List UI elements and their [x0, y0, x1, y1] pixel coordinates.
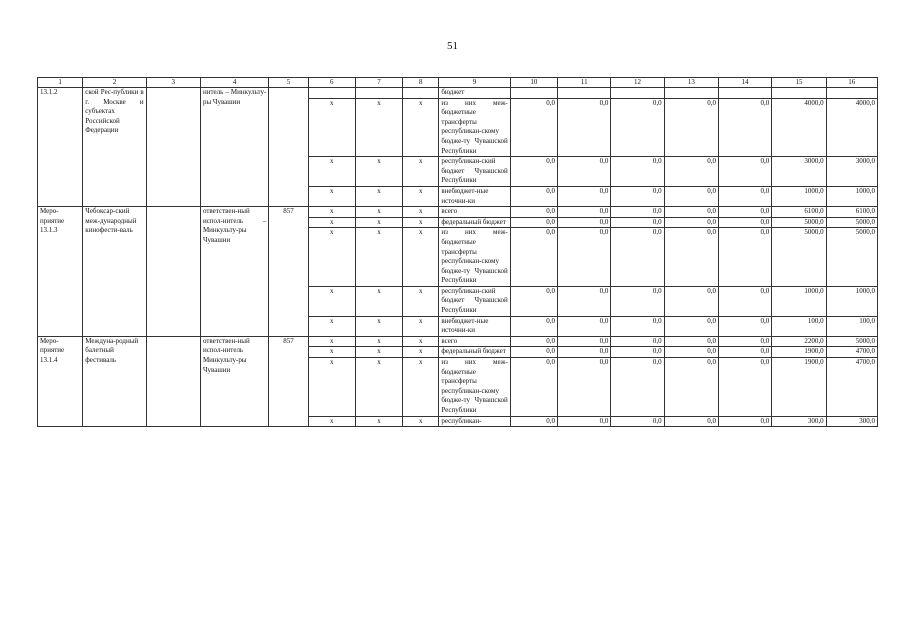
- column-number: 4: [200, 78, 268, 88]
- amount-cell: 0,0: [718, 207, 771, 218]
- code-cell: х: [355, 286, 402, 316]
- amount-cell: 0,0: [611, 157, 664, 187]
- amount-cell: [558, 88, 611, 99]
- column-number: 7: [355, 78, 402, 88]
- amount-cell: 0,0: [611, 286, 664, 316]
- col3-cell: [146, 336, 200, 426]
- code-cell: х: [403, 228, 439, 287]
- code-cell: х: [308, 186, 355, 206]
- funding-source-cell: федеральный бюджет: [439, 347, 510, 358]
- amount-cell: 5000,0: [772, 228, 826, 287]
- amount-cell: 0,0: [718, 347, 771, 358]
- funding-source-cell: республикан-ский бюджет Чувашской Республики: [439, 286, 510, 316]
- amount-cell: 2200,0: [772, 336, 826, 347]
- amount-cell: 3000,0: [772, 157, 826, 187]
- amount-cell: 0,0: [718, 157, 771, 187]
- amount-cell: 0,0: [664, 207, 718, 218]
- amount-cell: 0,0: [664, 157, 718, 187]
- amount-cell: 0,0: [664, 286, 718, 316]
- amount-cell: 0,0: [558, 316, 611, 336]
- column-number: 10: [510, 78, 557, 88]
- code-cell: х: [355, 347, 402, 358]
- amount-cell: 0,0: [558, 186, 611, 206]
- amount-cell: 0,0: [611, 316, 664, 336]
- code-cell: х: [355, 157, 402, 187]
- amount-cell: 0,0: [510, 98, 557, 157]
- table-row: [38, 88, 878, 99]
- code-cell: х: [355, 186, 402, 206]
- amount-cell: 0,0: [611, 186, 664, 206]
- table-row: [38, 336, 878, 347]
- amount-cell: 0,0: [611, 228, 664, 287]
- measure-code-cell: Меро-приятие 13.1.3: [38, 207, 83, 337]
- amount-cell: 0,0: [664, 358, 718, 417]
- code-cell: х: [355, 207, 402, 218]
- measure-name-cell: Чебоксар-ский меж-дународный кинофести-валь: [83, 207, 146, 337]
- code-cell: х: [355, 416, 402, 427]
- funding-source-cell: из них меж-бюджетные трансферты республикан-скому бюдже-ту Чувашской Республики: [439, 228, 510, 287]
- code-cell: х: [403, 286, 439, 316]
- code-cell: [355, 88, 402, 99]
- amount-cell: 0,0: [718, 316, 771, 336]
- amount-cell: 0,0: [664, 228, 718, 287]
- code-cell: х: [403, 358, 439, 417]
- funding-source-cell: республикан-ский бюджет Чувашской Республики: [439, 157, 510, 187]
- amount-cell: 0,0: [664, 416, 718, 427]
- amount-cell: 0,0: [558, 157, 611, 187]
- col3-cell: [146, 88, 200, 207]
- amount-cell: 1000,0: [772, 286, 826, 316]
- amount-cell: 0,0: [611, 217, 664, 228]
- amount-cell: [510, 88, 557, 99]
- amount-cell: 100,0: [772, 316, 826, 336]
- amount-cell: 1000,0: [772, 186, 826, 206]
- funding-source-cell: бюджет: [439, 88, 510, 99]
- amount-cell: 1900,0: [772, 358, 826, 417]
- amount-cell: 0,0: [510, 228, 557, 287]
- amount-cell: 0,0: [718, 358, 771, 417]
- code-cell: х: [403, 186, 439, 206]
- code-cell: х: [355, 336, 402, 347]
- responsible-executor-cell: нитель – Минкульту-ры Чувашии: [200, 88, 268, 207]
- column-number: 11: [558, 78, 611, 88]
- amount-cell: 0,0: [558, 217, 611, 228]
- code-cell: х: [355, 98, 402, 157]
- code-cell: х: [403, 217, 439, 228]
- code-cell: х: [403, 336, 439, 347]
- grbs-code-cell: 857: [269, 336, 308, 426]
- table-row: [38, 207, 878, 218]
- amount-cell: 0,0: [510, 157, 557, 187]
- amount-cell: 0,0: [718, 98, 771, 157]
- code-cell: х: [308, 316, 355, 336]
- code-cell: х: [403, 157, 439, 187]
- code-cell: х: [403, 416, 439, 427]
- amount-cell: 0,0: [718, 186, 771, 206]
- measure-name-cell: Междуна-родный балетный фестиваль: [83, 336, 146, 426]
- amount-cell: 0,0: [510, 186, 557, 206]
- measure-code-cell: Меро-приятие 13.1.4: [38, 336, 83, 426]
- column-number: 14: [718, 78, 771, 88]
- amount-cell: 5000,0: [772, 217, 826, 228]
- code-cell: [308, 88, 355, 99]
- amount-cell: 0,0: [718, 286, 771, 316]
- funding-source-cell: из них меж-бюджетные трансферты республикан-скому бюдже-ту Чувашской Республики: [439, 358, 510, 417]
- code-cell: [403, 88, 439, 99]
- measure-name-cell: ской Рес-публики в г. Москве и субъектах Российской Федерации: [83, 88, 146, 207]
- amount-cell: 0,0: [611, 416, 664, 427]
- code-cell: х: [308, 336, 355, 347]
- amount-cell: 0,0: [558, 228, 611, 287]
- amount-cell: 0,0: [718, 336, 771, 347]
- amount-cell: 0,0: [664, 347, 718, 358]
- amount-cell: 0,0: [718, 228, 771, 287]
- amount-cell: 4000,0: [772, 98, 826, 157]
- amount-cell: 0,0: [510, 207, 557, 218]
- amount-cell: 0,0: [611, 336, 664, 347]
- amount-cell: [664, 88, 718, 99]
- code-cell: х: [308, 286, 355, 316]
- page-number: 51: [447, 40, 458, 52]
- grbs-code-cell: 857: [269, 207, 308, 337]
- amount-cell: 0,0: [510, 217, 557, 228]
- amount-cell: 5000,0: [826, 217, 877, 228]
- column-number: 9: [439, 78, 510, 88]
- amount-cell: 0,0: [510, 316, 557, 336]
- amount-cell: 3000,0: [826, 157, 877, 187]
- code-cell: х: [308, 98, 355, 157]
- code-cell: х: [308, 416, 355, 427]
- code-cell: х: [308, 228, 355, 287]
- amount-cell: 0,0: [611, 98, 664, 157]
- amount-cell: 0,0: [558, 347, 611, 358]
- amount-cell: [826, 88, 877, 99]
- amount-cell: [718, 88, 771, 99]
- amount-cell: 4000,0: [826, 98, 877, 157]
- column-number: 2: [83, 78, 146, 88]
- code-cell: х: [355, 228, 402, 287]
- funding-source-cell: внебюджет-ные источни-ки: [439, 316, 510, 336]
- amount-cell: 1000,0: [826, 286, 877, 316]
- column-number: 6: [308, 78, 355, 88]
- grbs-code-cell: [269, 88, 308, 207]
- funding-source-cell: всего: [439, 207, 510, 218]
- code-cell: х: [308, 217, 355, 228]
- amount-cell: 0,0: [510, 336, 557, 347]
- column-number: 3: [146, 78, 200, 88]
- amount-cell: 4700,0: [826, 358, 877, 417]
- responsible-executor-cell: ответствен-ный испол-нитель – Минкульту-ры Чувашии: [200, 207, 268, 337]
- funding-source-cell: федеральный бюджет: [439, 217, 510, 228]
- column-number: 1: [38, 78, 83, 88]
- amount-cell: 4700,0: [826, 347, 877, 358]
- responsible-executor-cell: ответствен-ный испол-нитель Минкульту-ры Чувашии: [200, 336, 268, 426]
- amount-cell: 300,0: [772, 416, 826, 427]
- code-cell: х: [308, 347, 355, 358]
- amount-cell: 0,0: [510, 358, 557, 417]
- amount-cell: 5000,0: [826, 228, 877, 287]
- funding-source-cell: внебюджет-ные источни-ки: [439, 186, 510, 206]
- amount-cell: [611, 88, 664, 99]
- amount-cell: 0,0: [558, 98, 611, 157]
- amount-cell: 0,0: [558, 336, 611, 347]
- amount-cell: 5000,0: [826, 336, 877, 347]
- amount-cell: 0,0: [664, 186, 718, 206]
- amount-cell: 0,0: [558, 358, 611, 417]
- amount-cell: 0,0: [558, 207, 611, 218]
- code-cell: х: [308, 157, 355, 187]
- code-cell: х: [308, 207, 355, 218]
- amount-cell: 0,0: [664, 336, 718, 347]
- amount-cell: 0,0: [718, 416, 771, 427]
- amount-cell: 0,0: [611, 358, 664, 417]
- code-cell: х: [403, 347, 439, 358]
- code-cell: х: [403, 316, 439, 336]
- col3-cell: [146, 207, 200, 337]
- funding-source-cell: республикан-: [439, 416, 510, 427]
- amount-cell: 0,0: [510, 286, 557, 316]
- funding-source-cell: из них меж-бюджетные трансферты республикан-скому бюдже-ту Чувашской Республики: [439, 98, 510, 157]
- amount-cell: [772, 88, 826, 99]
- code-cell: х: [355, 316, 402, 336]
- amount-cell: 0,0: [611, 207, 664, 218]
- measure-code-cell: 13.1.2: [38, 88, 83, 207]
- program-funding-table: [37, 77, 878, 427]
- amount-cell: 0,0: [611, 347, 664, 358]
- column-number: 12: [611, 78, 664, 88]
- column-number-row: [38, 78, 878, 88]
- amount-cell: 1000,0: [826, 186, 877, 206]
- amount-cell: 6100,0: [772, 207, 826, 218]
- amount-cell: 0,0: [510, 416, 557, 427]
- code-cell: х: [355, 217, 402, 228]
- amount-cell: 300,0: [826, 416, 877, 427]
- column-number: 5: [269, 78, 308, 88]
- amount-cell: 0,0: [664, 217, 718, 228]
- amount-cell: 1900,0: [772, 347, 826, 358]
- amount-cell: 0,0: [558, 286, 611, 316]
- code-cell: х: [308, 358, 355, 417]
- amount-cell: 6100,0: [826, 207, 877, 218]
- code-cell: х: [403, 98, 439, 157]
- table-body: [38, 88, 878, 427]
- amount-cell: 0,0: [664, 98, 718, 157]
- amount-cell: 0,0: [510, 347, 557, 358]
- column-number: 15: [772, 78, 826, 88]
- amount-cell: 0,0: [558, 416, 611, 427]
- column-number: 16: [826, 78, 877, 88]
- funding-source-cell: всего: [439, 336, 510, 347]
- amount-cell: 100,0: [826, 316, 877, 336]
- amount-cell: 0,0: [718, 217, 771, 228]
- code-cell: х: [355, 358, 402, 417]
- column-number: 8: [403, 78, 439, 88]
- amount-cell: 0,0: [664, 316, 718, 336]
- code-cell: х: [403, 207, 439, 218]
- column-number: 13: [664, 78, 718, 88]
